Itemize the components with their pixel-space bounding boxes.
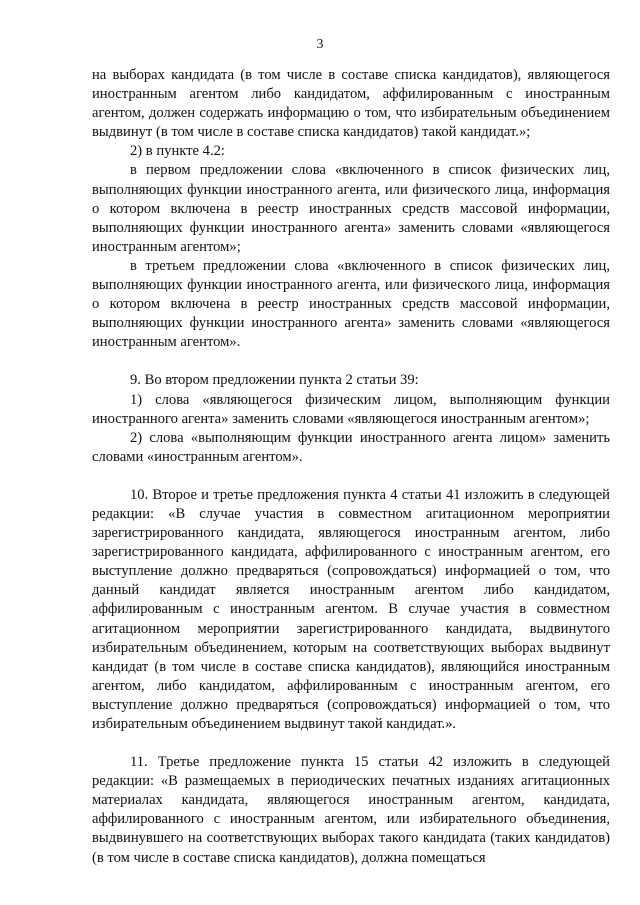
paragraph-section-9-item-1: 1) слова «являющегося физическим лицом, выполняющим функции иностранного агента» заменить словами «являющегося иностранным агентом»;: [92, 391, 610, 427]
paragraph-section-9: 9. Во втором предложении пункта 2 статьи 39:: [130, 372, 419, 389]
paragraph-section-9-item-2: 2) слова «выполняющим функции иностранного агента лицом» заменить словами «иностранным агентом».: [92, 429, 610, 465]
document-body: [92, 66, 610, 868]
paragraph-section-10: 10. Второе и третье предложения пункта 4 статьи 41 изложить в следующей редакции: «В случае участия в совместном агитационном мероприятии зарегистрированного кандидата, являющегося иностранным агентом, либо зарегистрированного кандидата, аффилированного с иностранным агентом, его выступление должно предваряться (сопровождаться) информацией о том, что данный кандидат является иностранным агентом либо кандидатом, аффилированным с иностранным агентом. В случае участия в совместном агитационном мероприятии зарегистрированного кандидата, выдвинутого избирательным объединением, которым на соответствующих выборах выдвинут кандидат (в том числе в составе списка кандидатов), являющийся иностранным агентом, либо кандидатом, аффилированным с иностранным агентом, его выступление должно предваряться (сопровождаться) информацией о том, что избирательным объединением выдвинут такой кандидат.».: [92, 486, 610, 732]
paragraph-section-11: 11. Третье предложение пункта 15 статьи 42 изложить в следующей редакции: «В размещаемых в периодических печатных изданиях агитационных материалах кандидата, являющегося иностранным агентом, кандидата, аффилированного с иностранным агентом, или избирательного объединения, выдвинувшего на соответствующих выборах такого кандидата (таких кандидатов) (в том числе в составе списка кандидатов), должна помещаться: [92, 754, 610, 866]
paragraph-continuation: на выборах кандидата (в том числе в составе списка кандидатов), являющегося иностранным агентом либо кандидатом, аффилированным с иностранным агентом, должен содержать информацию о том, что избирательным объединением выдвинут (в том числе в составе списка кандидатов) такой кандидат.»;: [92, 67, 610, 141]
paragraph-first-sentence: в первом предложении слова «включенного в список физических лиц, выполняющих функции иностранного агента, или физического лица, информация о котором включена в реестр иностранных средств массовой информации, выполняющих функции иностранного агента» заменить словами «являющегося иностранным агентом»;: [92, 162, 610, 255]
paragraph-item-2: 2) в пункте 4.2:: [130, 143, 225, 160]
paragraph-third-sentence: в третьем предложении слова «включенного в список физических лиц, выполняющих функции иностранного агента, или физического лица, информация о котором включена в реестр иностранных средств массовой информации, выполняющих функции иностранного агента» заменить словами «являющегося иностранным агентом».: [92, 257, 610, 351]
page-number: 3: [316, 37, 324, 52]
